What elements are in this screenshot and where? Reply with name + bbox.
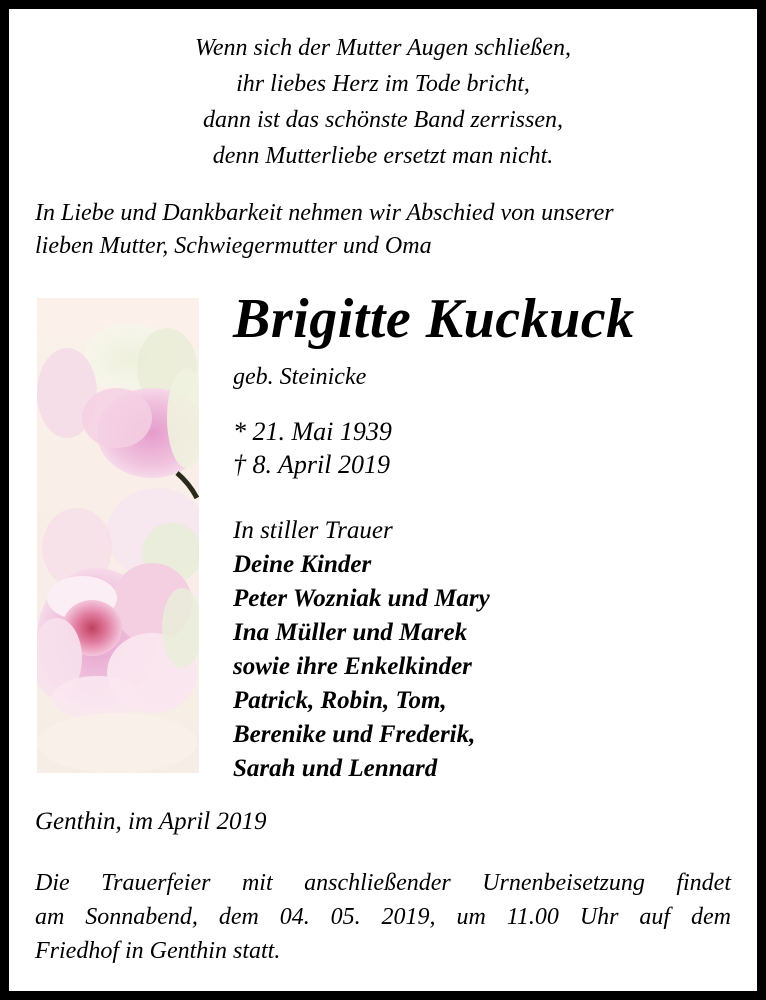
mourner-line: Patrick, Robin, Tom, [233,687,447,714]
flower-illustration [37,298,199,773]
funeral-note [35,866,731,968]
poem-line: denn Mutterliebe ersetzt man nicht. [212,143,554,169]
mourner-line: Berenike und Frederik, [233,721,476,748]
mourners-heading: In stiller Trauer [233,517,393,544]
mourner-line: Peter Wozniak und Mary [233,585,490,612]
poem-line: ihr liebes Herz im Tode bricht, [236,71,530,97]
deceased-name: Brigitte Kuckuck [233,288,635,350]
mourner-line: Sarah und Lennard [233,755,438,782]
funeral-note-line: am Sonnabend, dem 04. 05. 2019, um 11.00 Uhr auf dem [35,904,731,930]
intro-line: In Liebe und Dankbarkeit nehmen wir Abschied von unserer [35,200,614,226]
birth-date: * 21. Mai 1939 [233,417,392,446]
death-date: † 8. April 2019 [233,450,390,479]
maiden-name: geb. Steinicke [233,364,367,390]
life-dates [233,415,392,481]
funeral-note-line: Friedhof in Genthin statt. [35,938,281,964]
magnolia-flower-image [37,298,199,773]
intro-line: lieben Mutter, Schwiegermutter und Oma [35,233,432,259]
funeral-note-line: Die Trauerfeier mit anschließender Urnenbeisetzung findet [35,870,731,896]
mourners-list [233,514,490,786]
place-date: Genthin, im April 2019 [35,808,267,835]
mourner-line: Deine Kinder [233,551,372,578]
intro-text [35,197,746,263]
poem-line: dann ist das schönste Band zerrissen, [203,107,563,133]
poem [9,30,757,174]
poem-line: Wenn sich der Mutter Augen schließen, [195,35,571,61]
mourner-line: Ina Müller und Marek [233,619,468,646]
mourner-line: sowie ihre Enkelkinder [233,653,472,680]
